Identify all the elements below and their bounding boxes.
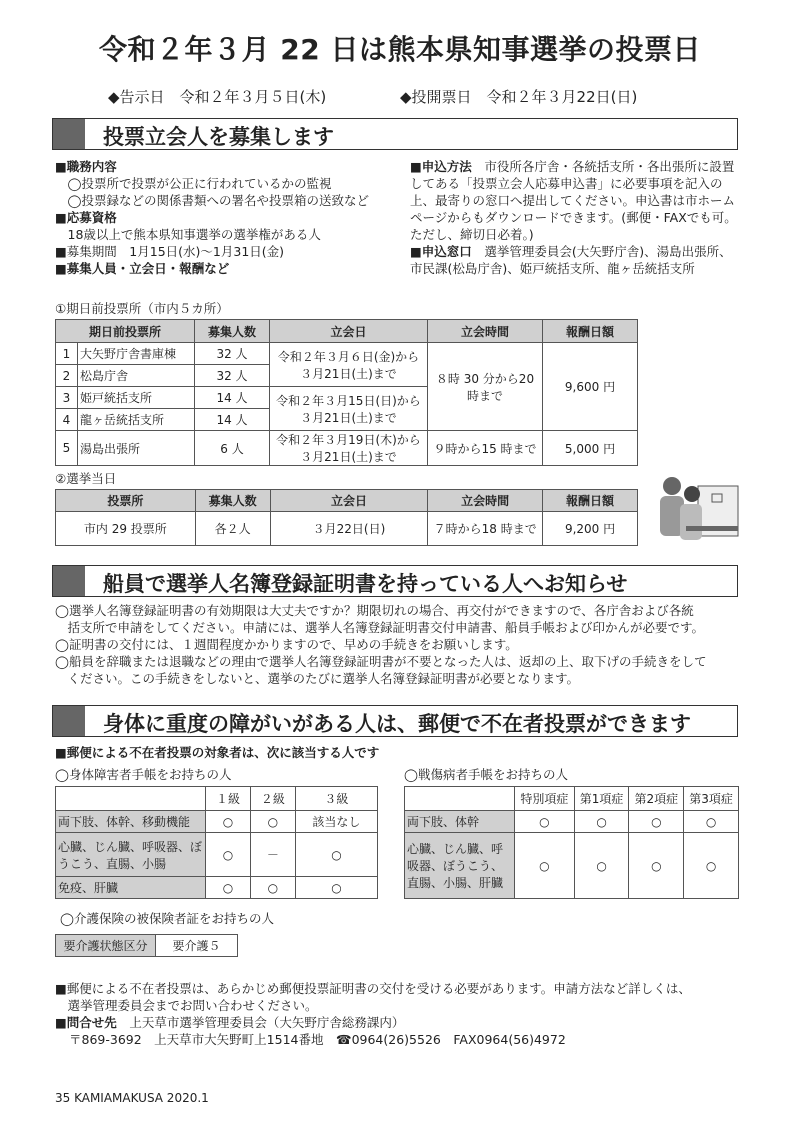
cell: ○ <box>515 811 575 833</box>
eligibility-intro: ■郵便による不在者投票の対象者は、次に該当する人です <box>55 745 380 760</box>
count-cell: 各２人 <box>195 512 270 546</box>
date-cell: 令和２年３月15日(日)から３月21日(土)まで <box>270 387 428 431</box>
pay-cell: 5,000 円 <box>543 431 638 466</box>
date-cell: 令和２年３月19日(木)から３月21日(土)まで <box>270 431 428 466</box>
contact-org: 上天草市選挙管理委員会（大矢野庁舎総務課内） <box>129 1015 405 1030</box>
empty-header <box>405 787 515 811</box>
duty-item: ◯投票録などの関係書類への署名や投票箱の送致など <box>55 193 369 208</box>
row-number: 5 <box>56 431 78 466</box>
count-cell: 32 人 <box>195 343 270 365</box>
col-header: 特別項症 <box>515 787 575 811</box>
row-header: 心臓、じん臓、呼吸器、ぼうこう、直腸、小腸、肝臓 <box>405 833 515 899</box>
section-heading-text: 投票立会人を募集します <box>103 125 334 149</box>
note-line: ください。この手続きをしないと、選挙のたびに選挙人名簿登録証明書が必要となります。 <box>55 671 580 686</box>
cell: － <box>250 833 295 877</box>
col-header: 立会日 <box>270 490 428 512</box>
row-header: 両下肢、体幹 <box>405 811 515 833</box>
table2-caption: ②選挙当日 <box>55 471 117 486</box>
cell: ○ <box>574 811 629 833</box>
place-cell: 姫戸統括支所 <box>78 387 195 409</box>
apply-window-label: ■申込窓口 <box>410 244 472 259</box>
section-heading-text: 船員で選挙人名簿登録証明書を持っている人へお知らせ <box>103 572 628 596</box>
table-row <box>56 811 378 833</box>
election-day-table <box>55 489 638 546</box>
col-header: ２級 <box>250 787 295 811</box>
note-line: ■郵便による不在者投票は、あらかじめ郵便投票証明書の交付を受ける必要があります。申請方法など詳しくは、 <box>55 981 691 996</box>
cell: 該当なし <box>295 811 377 833</box>
qualification-text: 18歳以上で熊本県知事選挙の選挙権がある人 <box>55 227 321 242</box>
recruit-left-column <box>55 158 400 277</box>
voting-date: ◆投開票日 令和２年３月22日(日) <box>400 88 638 106</box>
col-header: 立会時間 <box>428 490 543 512</box>
disability-caption: ◯身体障害者手帳をお持ちの人 <box>55 767 232 782</box>
cell: ○ <box>250 877 295 899</box>
table1-caption: ①期日前投票所（市内５カ所） <box>55 301 229 316</box>
apply-method-text: 市役所各庁舎・各統括支所・各出張所に設置してある「投票立会人応募申込書」に必要事項を記入の上、最寄りの窓口へ提出してください。申込書は市ホームページからもダウンロードできます。(郵便・FAXでも可。ただし、締切日必着。) <box>410 159 737 242</box>
time-cell: ９時から15 時まで <box>428 431 543 466</box>
row-number: 2 <box>56 365 78 387</box>
place-cell: 市内 29 投票所 <box>56 512 196 546</box>
table-row <box>56 431 638 466</box>
section-heading-postal-vote <box>52 705 738 737</box>
col-header: ３級 <box>295 787 377 811</box>
row-number: 3 <box>56 387 78 409</box>
cell: ○ <box>684 811 739 833</box>
cell: ○ <box>206 833 251 877</box>
place-cell: 松島庁舎 <box>78 365 195 387</box>
empty-header <box>56 787 206 811</box>
pay-cell: 9,600 円 <box>543 343 638 431</box>
note-line: ◯選挙人名簿登録証明書の有効期限は大丈夫ですか？期限切れの場合、再交付ができますので、各庁舎および各統 <box>55 603 694 618</box>
count-cell: 14 人 <box>195 409 270 431</box>
notice-date: ◆告示日 令和２年３月５日(木) <box>108 88 327 106</box>
war-injury-table <box>404 786 739 899</box>
table-row <box>56 343 638 365</box>
table-row <box>56 512 638 546</box>
qualification-label: ■応募資格 <box>55 210 117 225</box>
count-cell: 32 人 <box>195 365 270 387</box>
care-level-table <box>55 934 238 957</box>
cell: ○ <box>684 833 739 899</box>
count-cell: 14 人 <box>195 387 270 409</box>
care-level-label: 要介護状態区分 <box>56 935 156 957</box>
duty-item: ◯投票所で投票が公正に行われているかの監視 <box>55 176 332 191</box>
care-insurance-caption: ◯介護保険の被保険者証をお持ちの人 <box>60 911 274 926</box>
col-header: 報酬日額 <box>543 490 638 512</box>
col-header: 立会日 <box>270 320 428 343</box>
voter-booth-illustration <box>650 470 742 552</box>
col-header: 第3項症 <box>684 787 739 811</box>
col-header: 募集人数 <box>195 320 270 343</box>
col-header: 第1項症 <box>574 787 629 811</box>
care-level-value: 要介護５ <box>156 935 238 957</box>
row-header: 免疫、肝臓 <box>56 877 206 899</box>
contact-label: ■問合せ先 <box>55 1015 117 1030</box>
recruit-right-column <box>410 158 740 277</box>
place-cell: 湯島出張所 <box>78 431 195 466</box>
heading-marker <box>53 706 85 736</box>
apply-window-text: 選挙管理委員会(大矢野庁舎)、湯島出張所、市民課(松島庁舎)、姫戸統括支所、龍ヶ岳統括支所 <box>410 244 732 276</box>
place-cell: 大矢野庁舎書庫棟 <box>78 343 195 365</box>
cell: ○ <box>629 811 684 833</box>
table-row <box>405 833 739 899</box>
count-cell: 6 人 <box>195 431 270 466</box>
section-heading-seafarers <box>52 565 738 597</box>
col-header: １級 <box>206 787 251 811</box>
disability-table <box>55 786 378 899</box>
col-header: 第2項症 <box>629 787 684 811</box>
page-footer: 35 KAMIAMAKUSA 2020.1 <box>55 1091 209 1105</box>
table-row <box>56 877 378 899</box>
recruit-details-label: ■募集人員・立会日・報酬など <box>55 261 230 276</box>
date-cell: 令和２年３月６日(金)から３月21日(土)まで <box>270 343 428 387</box>
table-row <box>56 833 378 877</box>
apply-method-label: ■申込方法 <box>410 159 472 174</box>
section-heading-recruit <box>52 118 738 150</box>
pay-cell: 9,200 円 <box>543 512 638 546</box>
col-header: 投票所 <box>56 490 196 512</box>
cell: ○ <box>629 833 684 899</box>
note-line: 括支所で申請をしてください。申請には、選挙人名簿登録証明書交付申請書、船員手帳および印かんが必要です。 <box>55 620 705 635</box>
place-cell: 龍ヶ岳統括支所 <box>78 409 195 431</box>
note-line: ◯証明書の交付には、１週間程度かかりますので、早めの手続きをお願いします。 <box>55 637 518 652</box>
cell: ○ <box>295 877 377 899</box>
heading-marker <box>53 566 85 596</box>
seafarer-notes <box>55 602 755 687</box>
col-header: 報酬日額 <box>543 320 638 343</box>
table-row <box>405 811 739 833</box>
war-injury-caption: ◯戦傷病者手帳をお持ちの人 <box>404 767 568 782</box>
cell: ○ <box>515 833 575 899</box>
contact-address: 〒869-3692 上天草市大矢野町上1514番地 ☎0964(26)5526 FAX0964(56)4972 <box>69 1032 566 1047</box>
row-number: 4 <box>56 409 78 431</box>
col-header: 募集人数 <box>195 490 270 512</box>
col-header: 期日前投票所 <box>56 320 195 343</box>
cell: ○ <box>206 877 251 899</box>
cell: ○ <box>574 833 629 899</box>
period-text: ■募集期間 1月15日(水)～1月31日(金) <box>55 244 285 259</box>
time-cell: ７時から18 時まで <box>428 512 543 546</box>
note-line: ◯船員を辞職または退職などの理由で選挙人名簿登録証明書が不要となった人は、返却の上、取下げの手続きをして <box>55 654 707 669</box>
cell: ○ <box>206 811 251 833</box>
section-heading-text: 身体に重度の障がいがある人は、郵便で不在者投票ができます <box>103 712 691 736</box>
time-cell: ８時 30 分から20 時まで <box>428 343 543 431</box>
cell: ○ <box>295 833 377 877</box>
date-cell: ３月22日(日) <box>270 512 428 546</box>
duty-label: ■職務内容 <box>55 159 117 174</box>
note-line: 選挙管理委員会までお問い合わせください。 <box>55 998 318 1013</box>
row-header: 心臓、じん臓、呼吸器、ぼうこう、直腸、小腸 <box>56 833 206 877</box>
cell: ○ <box>250 811 295 833</box>
row-number: 1 <box>56 343 78 365</box>
early-voting-table <box>55 319 638 466</box>
heading-marker <box>53 119 85 149</box>
col-header: 立会時間 <box>428 320 543 343</box>
row-header: 両下肢、体幹、移動機能 <box>56 811 206 833</box>
page-title: 令和２年３月 22 日は熊本県知事選挙の投票日 <box>99 33 701 66</box>
postal-vote-notes <box>55 980 755 1048</box>
